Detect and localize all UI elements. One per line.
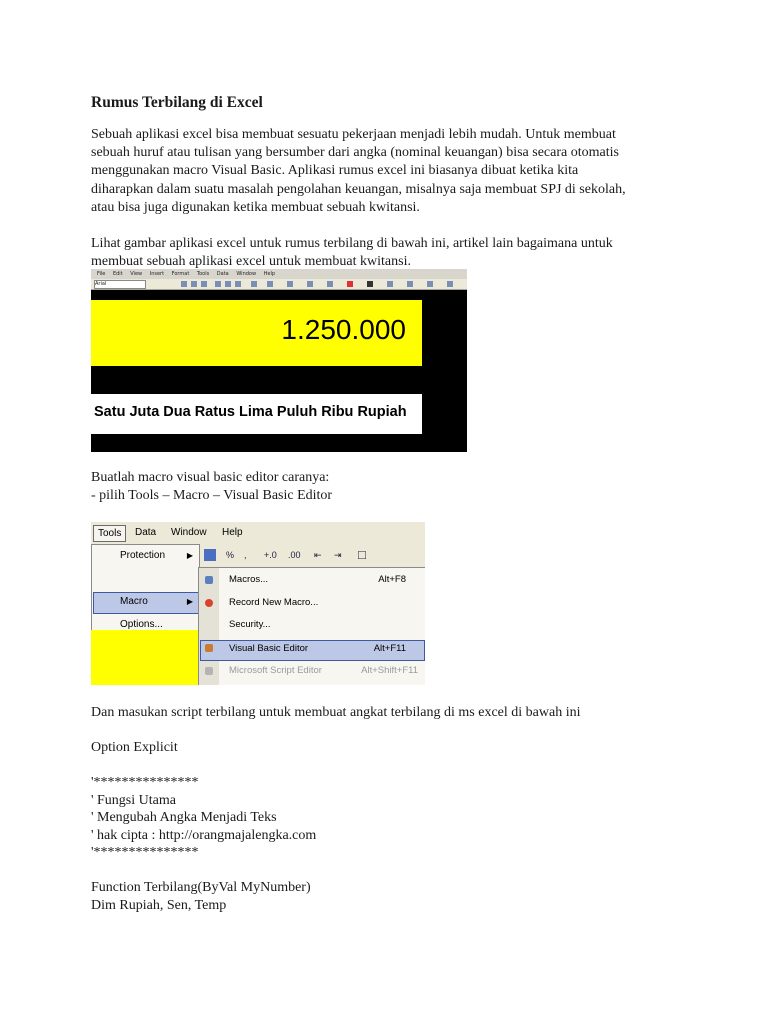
submenu-arrow-icon: ▶ — [186, 597, 193, 606]
code-line: Function Terbilang(ByVal MyNumber) — [91, 880, 311, 895]
buatlah-line: Buatlah macro visual basic editor caranya: — [91, 470, 330, 485]
menu-format: Format — [171, 271, 190, 277]
vbe-icon — [205, 644, 213, 652]
amount-value: 1.250.000 — [281, 314, 406, 345]
menu-item-protection[interactable]: Protection — [120, 550, 166, 561]
terbilang-cell — [91, 394, 422, 434]
menu-tools: Tools — [93, 525, 126, 542]
buatlah-line: - pilih Tools – Macro – Visual Basic Editor — [91, 488, 333, 504]
shortcut-macros: Alt+F8 — [378, 574, 406, 585]
code-line: ' Mengubah Angka Menjadi Teks — [91, 810, 277, 825]
intro-line: menggunakan macro Visual Basic. Aplikasi rumus excel ini biasanya dibuat ketika kita — [91, 163, 579, 179]
menu-file: File — [97, 271, 106, 277]
menu-item-macro[interactable]: Macro — [120, 596, 148, 607]
menu-help: Help — [263, 271, 276, 277]
menu-edit: Edit — [112, 271, 123, 277]
record-icon — [205, 599, 213, 607]
menu-item-options[interactable]: Options... — [120, 619, 163, 630]
menu-shot-toolbar — [198, 545, 425, 568]
borders-icon: □ — [358, 547, 366, 562]
script-editor-icon — [205, 667, 213, 675]
borders-icon — [327, 281, 333, 287]
code-listing — [91, 739, 316, 914]
intro-line: diharapkan dalam suatu masalah pengolahan keuangan, misalnya saja membuat SPJ di sekolah, — [91, 181, 626, 197]
menu-item-script-editor[interactable]: Microsoft Script Editor — [229, 665, 322, 676]
percent-icon — [267, 281, 273, 287]
currency-icon — [204, 549, 216, 561]
intro-line: Sebuah aplikasi excel bisa membuat sesuatu pekerjaan menjadi lebih mudah. Untuk membuat — [91, 127, 616, 142]
tools-dropdown — [91, 544, 200, 632]
decrease-indent-icon: ⇤ — [314, 550, 322, 560]
toolbar-icon — [427, 281, 433, 287]
code-line: Dim Rupiah, Sen, Temp — [91, 897, 227, 913]
code-line — [91, 862, 316, 880]
toolbar-icon — [367, 281, 373, 287]
submenu-arrow-icon: ▶ — [186, 551, 193, 560]
align-center-icon — [225, 281, 231, 287]
menu-item-visual-basic-editor[interactable]: Visual Basic Editor — [229, 643, 309, 654]
toolbar-icon — [387, 281, 393, 287]
code-line: '*************** — [91, 775, 199, 790]
amount-cell — [91, 300, 422, 366]
percent-icon: % — [226, 550, 235, 560]
code-line — [91, 757, 316, 775]
code-line: Option Explicit — [91, 740, 178, 755]
dan-paragraph — [91, 704, 580, 722]
menu-data: Data — [135, 527, 157, 538]
lihat-line: membuat sebuah aplikasi excel untuk membuat kwitansi. — [91, 254, 411, 270]
macro-submenu — [198, 567, 425, 685]
code-line: ' hak cipta : http://orangmajalengka.com — [91, 827, 317, 843]
code-line: '*************** — [91, 845, 199, 860]
terbilang-text: Satu Juta Dua Ratus Lima Puluh Ribu Rupiah — [94, 404, 407, 420]
excel-result-screenshot — [91, 269, 467, 452]
tools-menu-screenshot — [91, 522, 425, 685]
play-macro-icon — [205, 576, 213, 584]
indent-icon — [307, 281, 313, 287]
buatlah-paragraph — [91, 469, 332, 505]
menu-window: Window — [236, 271, 257, 277]
menu-tools: Tools — [196, 271, 210, 277]
menu-insert: Insert — [149, 271, 165, 277]
increase-decimal-icon: +.0 — [264, 550, 277, 560]
toolbar-icon — [407, 281, 413, 287]
align-left-icon — [215, 281, 221, 287]
underline-icon — [201, 281, 207, 287]
intro-paragraph — [91, 126, 626, 217]
increase-indent-icon: ⇥ — [334, 550, 342, 560]
menu-data: Data — [216, 271, 229, 277]
lihat-paragraph — [91, 235, 613, 271]
excel-menubar — [91, 269, 467, 279]
intro-line: sebuah huruf atau tulisan yang bersumber dari angka (nominal keuangan) bisa secara otomatis — [91, 145, 619, 161]
shortcut-script-editor: Alt+Shift+F11 — [361, 665, 418, 676]
code-line: ' Fungsi Utama — [91, 792, 176, 808]
comma-icon: , — [244, 550, 247, 560]
menu-item-macros[interactable]: Macros... — [229, 574, 269, 585]
font-color-icon — [347, 281, 353, 287]
menu-window: Window — [171, 527, 207, 538]
menu-view: View — [130, 271, 143, 277]
lihat-line: Lihat gambar aplikasi excel untuk rumus terbilang di bawah ini, artikel lain bagaimana untuk — [91, 236, 613, 251]
decrease-decimal-icon: .00 — [288, 550, 301, 560]
italic-icon — [191, 281, 197, 287]
intro-line: atau bisa juga digunakan ketika membuat sebuah kwitansi. — [91, 199, 420, 215]
menu-shot-menubar — [91, 522, 425, 544]
align-right-icon — [235, 281, 241, 287]
toolbar-icon — [447, 281, 453, 287]
font-name-box: Arial — [94, 280, 146, 289]
yellow-cell-area — [91, 630, 198, 685]
page-title: Rumus Terbilang di Excel — [91, 94, 263, 111]
dan-line: Dan masukan script terbilang untuk membuat angkat terbilang di ms excel di bawah ini — [91, 705, 581, 720]
menu-item-record-new-macro[interactable]: Record New Macro... — [229, 597, 319, 608]
menu-item-security[interactable]: Security... — [229, 619, 271, 630]
bold-icon — [181, 281, 187, 287]
decimal-icon — [287, 281, 293, 287]
excel-toolbar — [91, 279, 467, 290]
shortcut-vbe: Alt+F11 — [373, 643, 406, 654]
menu-help: Help — [222, 527, 243, 538]
currency-icon — [251, 281, 257, 287]
